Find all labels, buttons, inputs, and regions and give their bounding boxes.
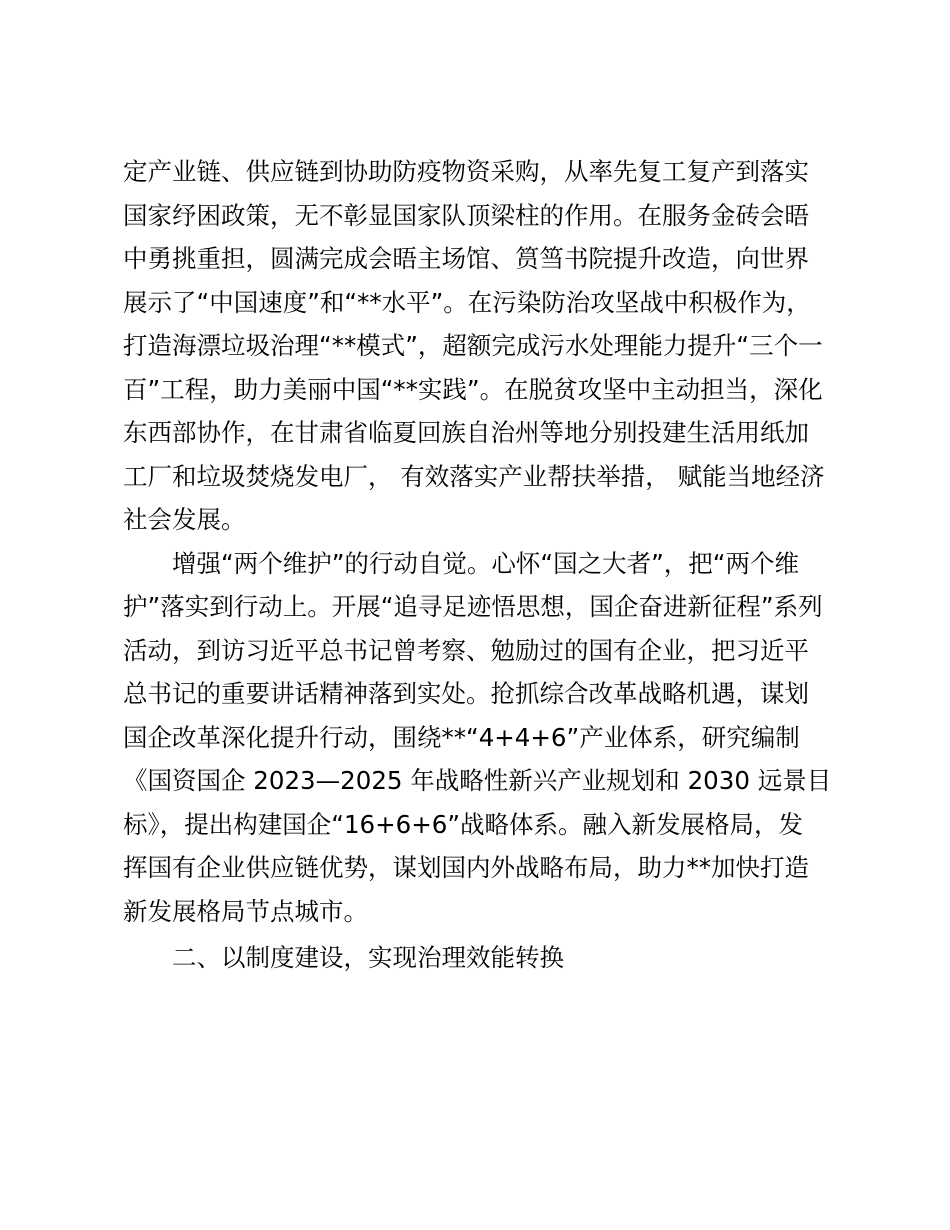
paragraph-line: 护”落实到行动上。开展“追寻足迹悟思想，国企奋进新征程”系列 bbox=[123, 592, 823, 621]
paragraph-line: 百”工程，助力美丽中国“**实践”。在脱贫攻坚中主动担当，深化 bbox=[123, 374, 823, 404]
paragraph-line: 标》，提出构建国企“16+6+6”战略体系。融入新发展格局，发 bbox=[123, 809, 804, 839]
paragraph-line: 打造海漂垃圾治理“**模式”，超额完成污水处理能力提升“三个一 bbox=[123, 331, 823, 360]
paragraph-line: 增强“两个维护”的行动自觉。心怀“国之大者”，把“两个维 bbox=[172, 548, 799, 578]
paragraph-line: 总书记的重要讲话精神落到实处。抢抓综合改革战略机遇，谋划 bbox=[123, 679, 809, 708]
paragraph-line: 展示了“中国速度”和“**水平”。在污染防治攻坚战中积极作为， bbox=[123, 287, 811, 317]
paragraph-line: 《国资国企 2023—2025 年战略性新兴产业规划和 2030 远景目 bbox=[123, 766, 832, 795]
paragraph-line: 中勇挑重担，圆满完成会晤主场馆、筼筜书院提升改造，向世界 bbox=[123, 244, 809, 273]
paragraph-line: 东西部协作，在甘肃省临夏回族自治州等地分别投建生活用纸加 bbox=[123, 418, 809, 447]
paragraph-line: 工厂和垃圾焚烧发电厂， 有效落实产业帮扶举措， 赋能当地经济 bbox=[123, 461, 825, 491]
paragraph-line: 挥国有企业供应链优势，谋划国内外战略布局，助力**加快打造 bbox=[123, 853, 809, 882]
paragraph-line: 社会发展。 bbox=[123, 505, 246, 534]
section-heading: 二、以制度建设，实现治理效能转换 bbox=[172, 943, 564, 972]
paragraph-line: 定产业链、供应链到协助防疫物资采购，从率先复工复产到落实 bbox=[123, 157, 809, 186]
paragraph-2 bbox=[123, 542, 843, 934]
paragraph-line: 新发展格局节点城市。 bbox=[123, 896, 368, 926]
paragraph-line: 国企改革深化提升行动，围绕**“4+4+6”产业体系，研究编制 bbox=[123, 722, 800, 752]
document-body bbox=[123, 150, 843, 980]
paragraph-line: 活动，到访习近平总书记曾考察、勉励过的国有企业，把习近平 bbox=[123, 635, 809, 665]
paragraph-line: 国家纾困政策，无不彰显国家队顶梁柱的作用。在服务金砖会晤 bbox=[123, 200, 809, 230]
paragraph-1 bbox=[123, 150, 843, 542]
